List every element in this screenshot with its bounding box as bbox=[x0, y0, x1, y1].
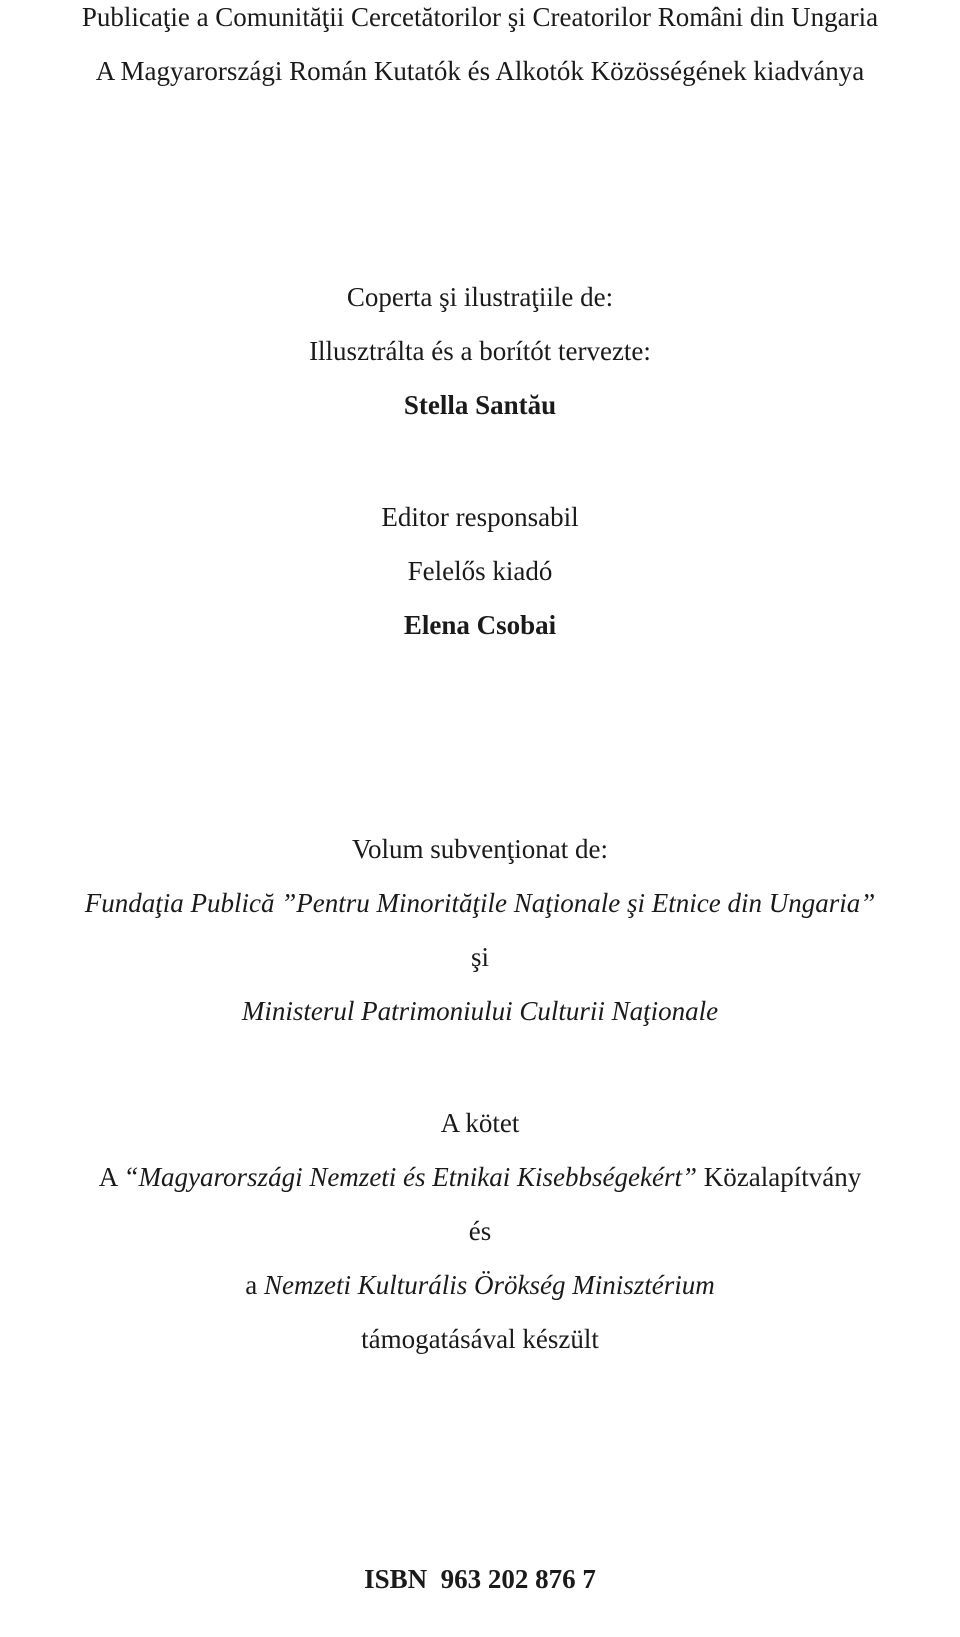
editor-label-romanian: Editor responsabil bbox=[381, 502, 579, 532]
foundation-name-hungarian: “Magyarországi Nemzeti és Etnikai Kisebbségekért” bbox=[123, 1162, 697, 1192]
ministry-prefix: a bbox=[245, 1270, 264, 1300]
foundation-line-hungarian bbox=[0, 1164, 960, 1191]
cover-credit-label-romanian: Coperta şi ilustraţiile de: bbox=[346, 282, 614, 312]
subsidy-label-romanian: Volum subvenţionat de: bbox=[352, 834, 608, 864]
subsidy-label-hungarian: A kötet bbox=[440, 1108, 520, 1138]
foundation-name-romanian: Fundaţia Publică ”Pentru Minorităţile Naţionale şi Etnice din Ungaria” bbox=[84, 888, 876, 918]
isbn-number: ISBN 963 202 876 7 bbox=[364, 1564, 596, 1594]
support-closing-hungarian: támogatásával készült bbox=[361, 1324, 599, 1354]
conjunction-romanian: şi bbox=[470, 942, 489, 972]
publisher-line-romanian: Publicaţie a Comunităţii Cercetătorilor şi Creatorilor Români din Ungaria bbox=[81, 2, 879, 32]
editor-label-hungarian: Felelős kiadó bbox=[407, 556, 553, 586]
publisher-line-hungarian: A Magyarországi Román Kutatók és Alkotók Közösségének kiadványa bbox=[95, 56, 865, 86]
ministry-name-hungarian: Nemzeti Kulturális Örökség Minisztérium bbox=[263, 1270, 715, 1300]
ministry-name-romanian: Ministerul Patrimoniului Culturii Naţionale bbox=[241, 996, 719, 1026]
foundation-prefix: A bbox=[98, 1162, 124, 1192]
cover-credit-label-hungarian: Illusztrálta és a borítót tervezte: bbox=[309, 336, 651, 366]
foundation-suffix: Közalapítvány bbox=[697, 1162, 862, 1192]
ministry-line-hungarian bbox=[0, 1272, 960, 1299]
editor-name: Elena Csobai bbox=[403, 610, 557, 640]
illustrator-name: Stella Santău bbox=[403, 390, 557, 420]
conjunction-hungarian: és bbox=[468, 1216, 492, 1246]
